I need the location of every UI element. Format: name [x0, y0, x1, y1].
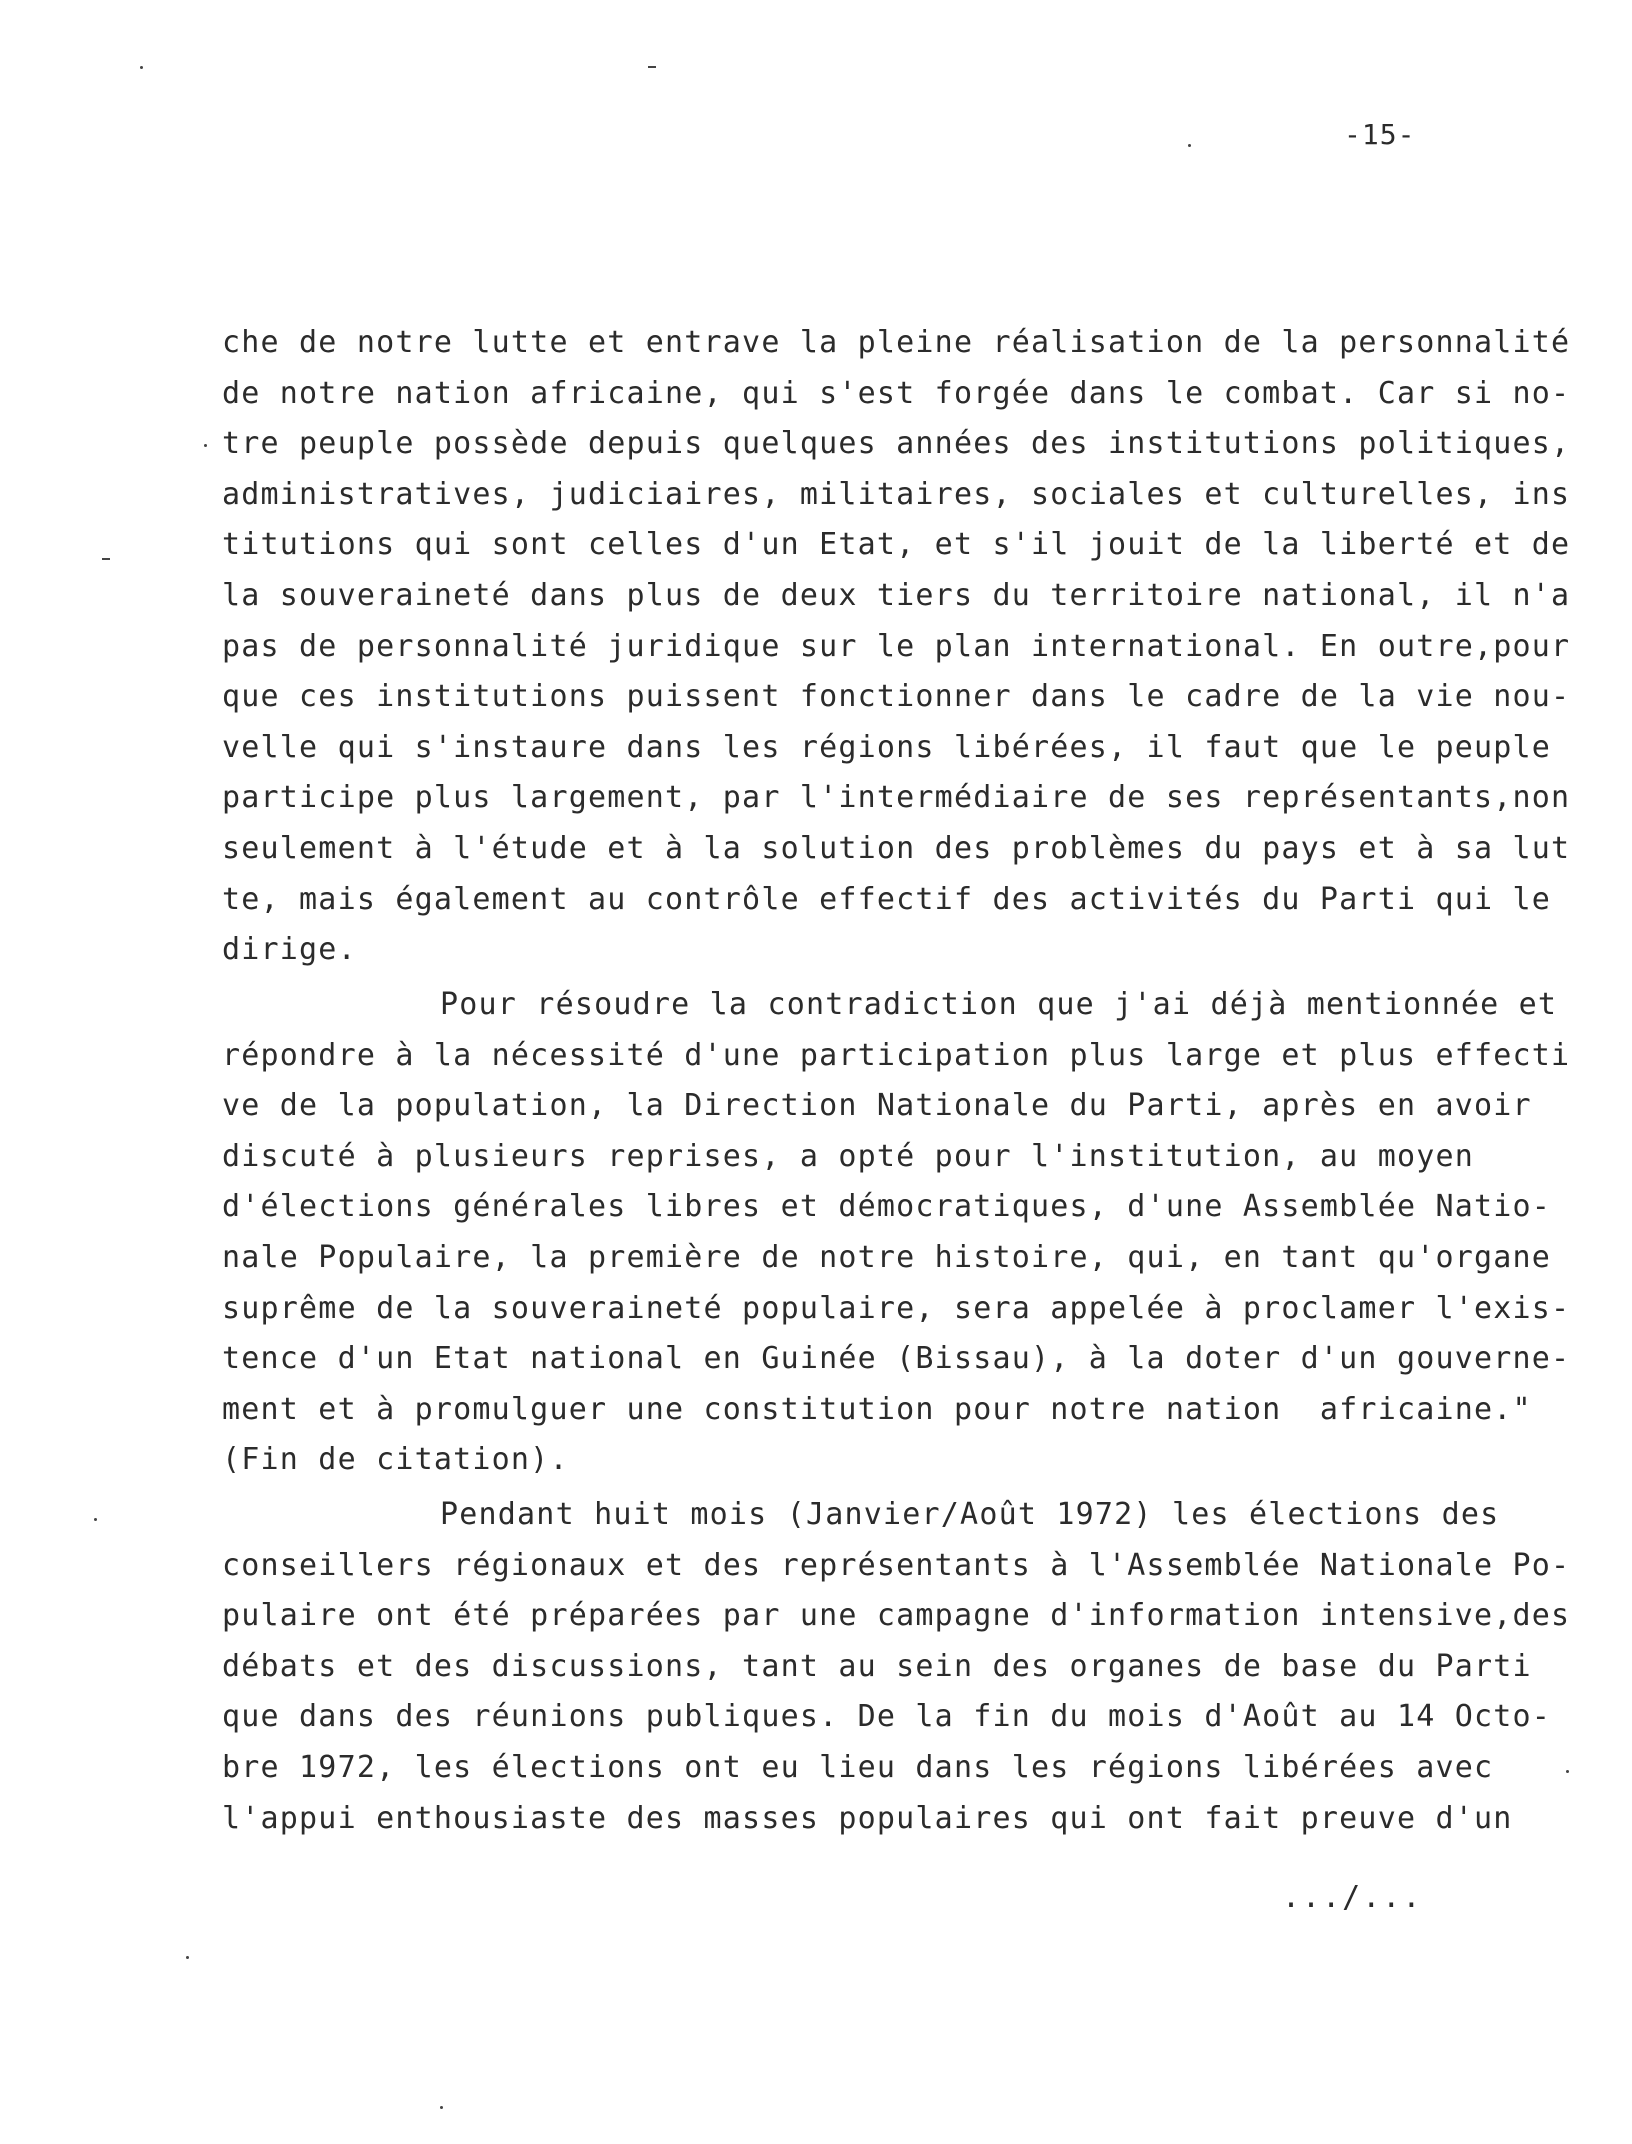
- text-line: che de notre lutte et entrave la pleine réalisation de la personnalité: [222, 325, 1571, 360]
- scan-speck: [204, 444, 207, 447]
- scan-speck: [1566, 1770, 1569, 1773]
- text-line: d'élections générales libres et démocratiques, d'une Assemblée Natio-: [222, 1189, 1552, 1224]
- text-line: l'appui enthousiaste des masses populaires qui ont fait preuve d'un: [222, 1801, 1513, 1836]
- text-line: administratives, judiciaires, militaires, sociales et culturelles, ins: [222, 477, 1571, 512]
- text-line: dirige.: [222, 932, 357, 967]
- text-line: ve de la population, la Direction Nationale du Parti, après en avoir: [222, 1088, 1532, 1123]
- scan-speck: [140, 66, 143, 69]
- text-line: (Fin de citation).: [222, 1442, 569, 1477]
- text-line: nale Populaire, la première de notre histoire, qui, en tant qu'organe: [222, 1240, 1552, 1275]
- text-line: titutions qui sont celles d'un Etat, et s'il jouit de la liberté et de: [222, 527, 1571, 562]
- text-line: pas de personnalité juridique sur le plan international. En outre,pour: [222, 629, 1571, 664]
- text-line: ment et à promulguer une constitution pour notre nation africaine.": [222, 1392, 1532, 1427]
- text-line: débats et des discussions, tant au sein des organes de base du Parti: [222, 1649, 1532, 1684]
- text-line: pulaire ont été préparées par une campagne d'information intensive,des: [222, 1598, 1571, 1633]
- scan-speck: [94, 1518, 97, 1521]
- text-line: la souveraineté dans plus de deux tiers du territoire national, il n'a: [222, 578, 1571, 613]
- text-line: bre 1972, les élections ont eu lieu dans les régions libérées avec: [222, 1750, 1494, 1785]
- page-number: -15-: [1344, 118, 1416, 151]
- text-line: de notre nation africaine, qui s'est forgée dans le combat. Car si no-: [222, 376, 1571, 411]
- scan-speck: [186, 1956, 189, 1959]
- text-line: te, mais également au contrôle effectif des activités du Parti qui le: [222, 882, 1552, 917]
- text-line: que ces institutions puissent fonctionner dans le cadre de la vie nou-: [222, 679, 1571, 714]
- text-line: participe plus largement, par l'intermédiaire de ses représentants,non: [222, 780, 1571, 815]
- scan-speck: [648, 66, 656, 68]
- scan-speck: [440, 2106, 443, 2109]
- text-line: conseillers régionaux et des représentants à l'Assemblée Nationale Po-: [222, 1548, 1571, 1583]
- text-line: que dans des réunions publiques. De la fin du mois d'Août au 14 Octo-: [222, 1699, 1552, 1734]
- text-line: tre peuple possède depuis quelques années des institutions politiques,: [222, 426, 1571, 461]
- scan-speck: [1188, 144, 1191, 147]
- text-line: Pendant huit mois (Janvier/Août 1972) les élections des: [440, 1497, 1500, 1532]
- text-line: Pour résoudre la contradiction que j'ai déjà mentionnée et: [440, 987, 1558, 1022]
- text-line: suprême de la souveraineté populaire, sera appelée à proclamer l'exis-: [222, 1291, 1571, 1326]
- continuation-mark: .../...: [1282, 1880, 1423, 1915]
- text-line: répondre à la nécessité d'une participation plus large et plus effecti: [222, 1038, 1571, 1073]
- text-line: velle qui s'instaure dans les régions libérées, il faut que le peuple: [222, 730, 1552, 765]
- text-line: tence d'un Etat national en Guinée (Bissau), à la doter d'un gouverne-: [222, 1341, 1571, 1376]
- text-line: seulement à l'étude et à la solution des problèmes du pays et à sa lut: [222, 831, 1571, 866]
- text-line: discuté à plusieurs reprises, a opté pour l'institution, au moyen: [222, 1139, 1474, 1174]
- scan-speck: [102, 558, 110, 560]
